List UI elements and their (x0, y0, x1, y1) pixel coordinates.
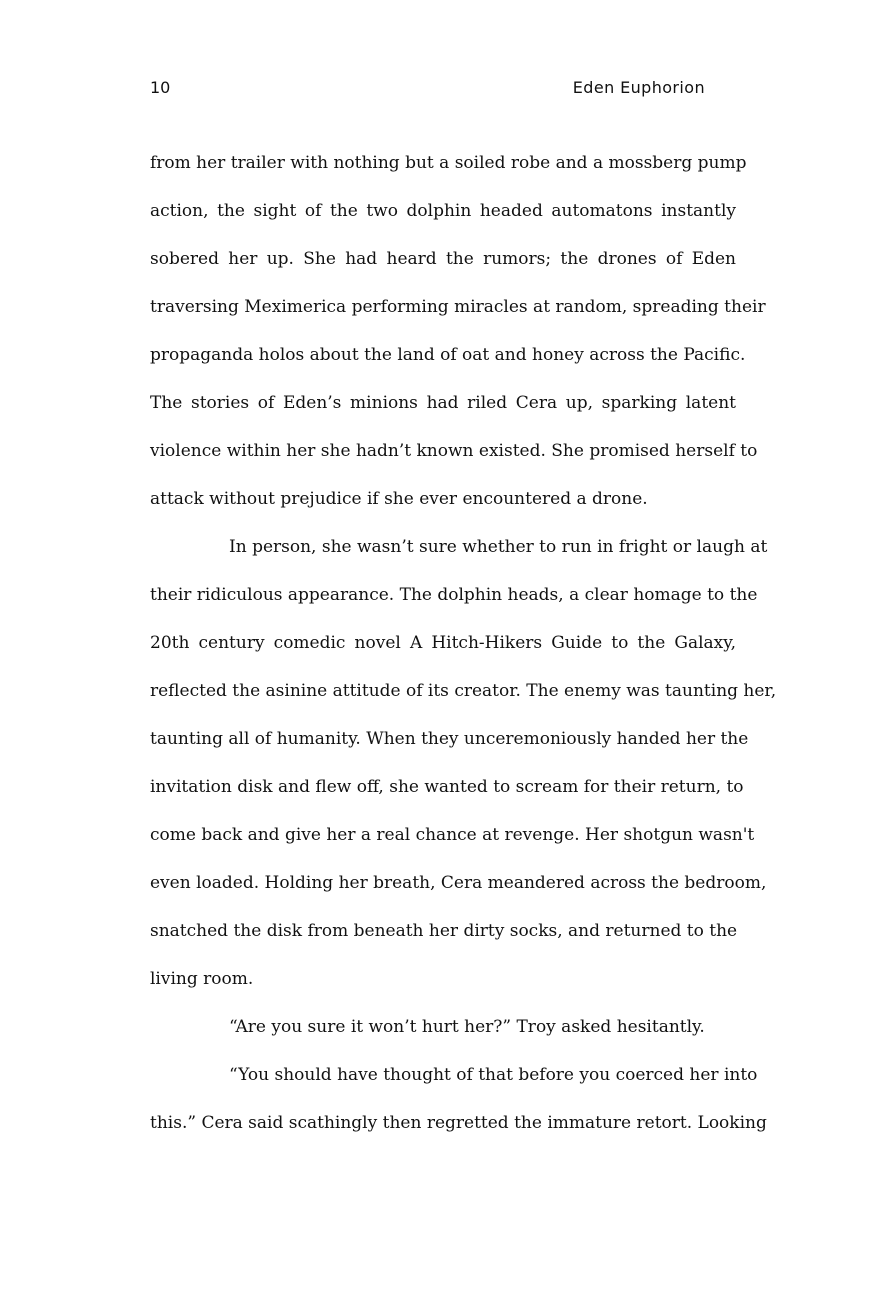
paragraph-2 (150, 523, 777, 1003)
text-line: invitation disk and flew off, she wanted to scream for their return, to (150, 777, 744, 797)
paragraph-3 (150, 1003, 736, 1051)
text-line-content: In person, she wasn’t sure whether to run in fright or laugh at (229, 537, 768, 557)
body-text (150, 139, 777, 1147)
text-line-content: “You should have thought of that before you coerced her into (229, 1065, 758, 1085)
text-line: this.” Cera said scathingly then regretted the immature retort. Looking (150, 1113, 767, 1133)
text-line: action, the sight of the two dolphin headed automatons instantly (150, 201, 736, 221)
page-number: 10 (150, 78, 171, 97)
text-line: from her trailer with nothing but a soiled robe and a mossberg pump (150, 153, 747, 173)
text-line: their ridiculous appearance. The dolphin heads, a clear homage to the (150, 585, 758, 605)
text-line-indented (150, 1051, 758, 1099)
text-line: sobered her up. She had heard the rumors; the drones of Eden (150, 249, 736, 269)
text-line-indented (150, 523, 768, 571)
text-line: even loaded. Holding her breath, Cera meandered across the bedroom, (150, 873, 767, 893)
page-header (150, 78, 705, 102)
paragraph-4 (150, 1051, 767, 1147)
running-title: Eden Euphorion (572, 78, 705, 97)
text-line-indented (150, 1003, 736, 1051)
text-line: snatched the disk from beneath her dirty socks, and returned to the (150, 921, 738, 941)
text-line: propaganda holos about the land of oat and honey across the Pacific. (150, 345, 746, 365)
text-line: 20th century comedic novel A Hitch-Hikers Guide to the Galaxy, (150, 633, 736, 653)
text-line: traversing Meximerica performing miracles at random, spreading their (150, 297, 766, 317)
text-line: living room. (150, 969, 254, 989)
text-line-content: “Are you sure it won’t hurt her?” Troy asked hesitantly. (229, 1017, 705, 1037)
paragraph-1 (150, 139, 766, 523)
text-line: taunting all of humanity. When they unceremoniously handed her the (150, 729, 749, 749)
text-line: reflected the asinine attitude of its creator. The enemy was taunting her, (150, 681, 777, 701)
text-line: The stories of Eden’s minions had riled Cera up, sparking latent (150, 393, 736, 413)
text-line: come back and give her a real chance at revenge. Her shotgun wasn't (150, 825, 755, 845)
text-line: violence within her she hadn’t known existed. She promised herself to (150, 441, 758, 461)
text-line: attack without prejudice if she ever encountered a drone. (150, 489, 648, 509)
